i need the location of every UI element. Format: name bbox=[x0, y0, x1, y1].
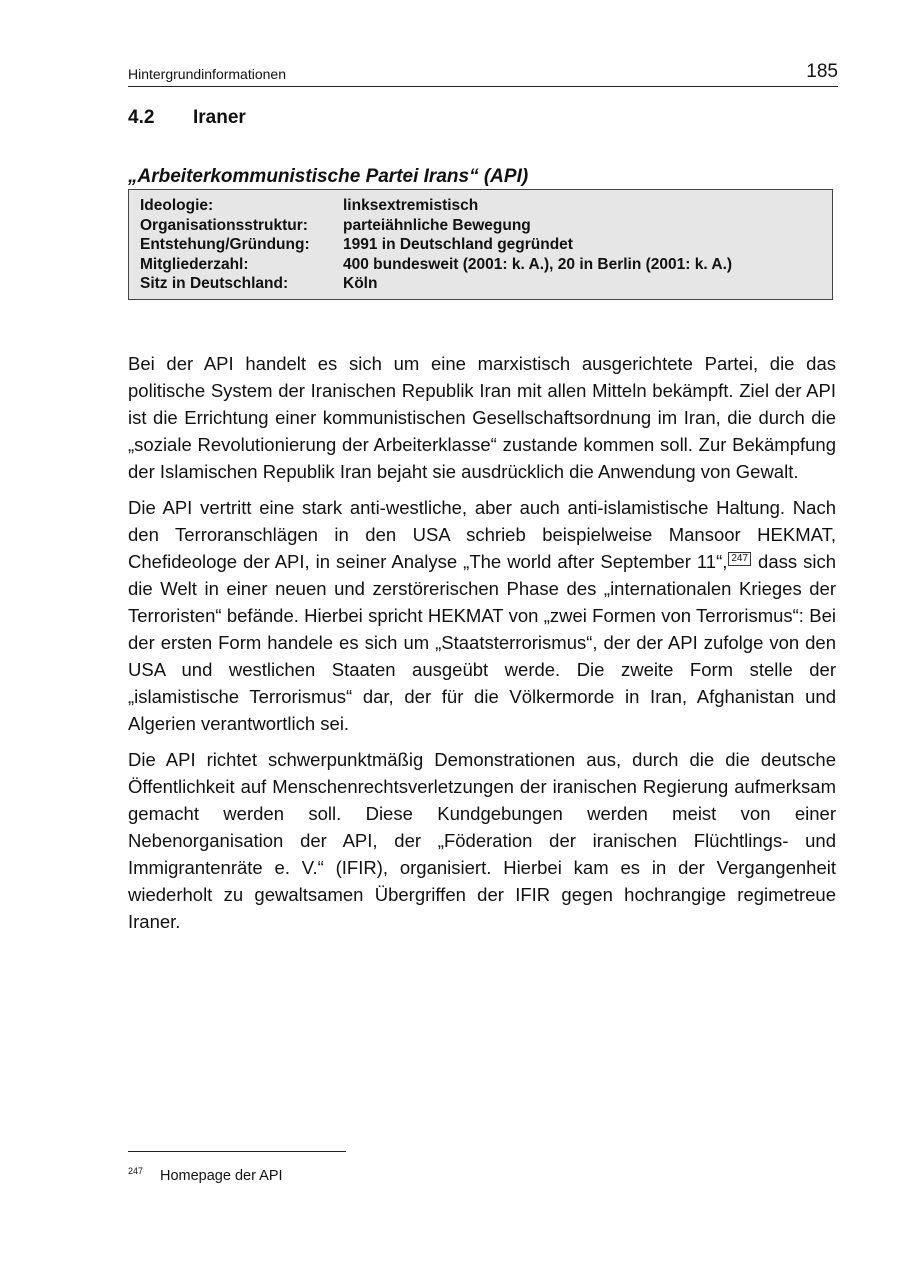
paragraph-2 bbox=[128, 494, 836, 737]
page-number: 185 bbox=[806, 61, 838, 82]
paragraph-1: Bei der API handelt es sich um eine marxistisch ausgerichtete Partei, die das politische System der Iranischen Republik Iran mit allen Mitteln bekämpft. Ziel der API ist die Errichtung einer kommunistischen Gesellschaftsordnung im Iran, die durch die „soziale Revolutionierung der Arbeiterklasse“ zustande kommen soll. Zur Bekämpfung der Islamischen Republik Iran bejaht sie ausdrücklich die Anwendung von Gewalt. bbox=[128, 353, 836, 482]
running-header-title: Hintergrundinformationen bbox=[128, 66, 286, 82]
section-title: Iraner bbox=[193, 107, 246, 128]
info-row-founding bbox=[140, 236, 832, 256]
info-value: Köln bbox=[343, 275, 378, 292]
footnote-divider bbox=[128, 1151, 346, 1152]
paragraph-2-text-b: dass sich die Welt in einer neuen und zerstörerischen Phase des „internationalen Krieges der Terroristen“ befände. Hierbei spricht HEKMAT von „zwei Formen von Terrorismus“: Bei der ersten Form handele es sich um „Staatsterrorismus“, der der API zufolge von den USA und westlichen Staaten ausgeübt werde. Die zweite Form stelle der „islamistische Terrorismus“ dar, der für die Völkermorde in Iran, Afghanistan und Algerien verantwortlich sei. bbox=[128, 551, 837, 734]
info-row-members bbox=[140, 256, 832, 276]
section-number: 4.2 bbox=[128, 107, 155, 128]
body-text bbox=[128, 350, 836, 944]
info-label: Mitgliederzahl: bbox=[140, 255, 249, 273]
section-heading bbox=[128, 107, 246, 129]
info-label: Sitz in Deutschland: bbox=[140, 275, 289, 292]
info-row-ideology bbox=[140, 197, 832, 217]
info-row-seat bbox=[140, 275, 832, 295]
page-header bbox=[128, 60, 838, 87]
info-value: 400 bundesweit (2001: k. A.), 20 in Berlin (2001: k. A.) bbox=[343, 255, 733, 273]
info-value: linksextremistisch bbox=[343, 197, 479, 214]
info-label: Organisationsstruktur: bbox=[140, 216, 308, 234]
info-label: Entstehung/Gründung: bbox=[140, 236, 310, 253]
info-row-structure bbox=[140, 217, 832, 237]
footnote-reference[interactable]: 247 bbox=[728, 552, 751, 566]
footnote-number: 247 bbox=[128, 1166, 144, 1176]
info-value: 1991 in Deutschland gegründet bbox=[343, 236, 573, 253]
paragraph-2-text-a: Die API vertritt eine stark anti-westliche, aber auch anti-islamistische Haltung. Nach den Terroranschlägen in den USA schrieb beispielweise Mansoor HEKMAT, Chefideologe der API, in seiner Analyse „The world after September 11“, bbox=[128, 497, 836, 572]
info-value: parteiähnliche Bewegung bbox=[343, 216, 531, 234]
paragraph-3: Die API richtet schwerpunktmäßig Demonstrationen aus, durch die die deutsche Öffentlichkeit auf Menschenrechtsverletzungen der iranischen Regierung aufmerksam gemacht werden soll. Diese Kundgebungen werden meist von einer Nebenorganisation der API, der „Föderation der iranischen Flüchtlings- und Immigrantenräte e. V.“ (IFIR), organisiert. Hierbei kam es in der Vergangenheit wiederholt zu gewaltsamen Übergriffen der IFIR gegen hochrangige regimetreue Iraner. bbox=[128, 749, 836, 932]
organization-title: „Arbeiterkommunistische Partei Irans“ (API) bbox=[128, 166, 529, 187]
footnote bbox=[128, 1166, 283, 1184]
info-label: Ideologie: bbox=[140, 197, 214, 214]
footnote-text: Homepage der API bbox=[160, 1168, 283, 1184]
organization-infobox bbox=[128, 189, 833, 300]
